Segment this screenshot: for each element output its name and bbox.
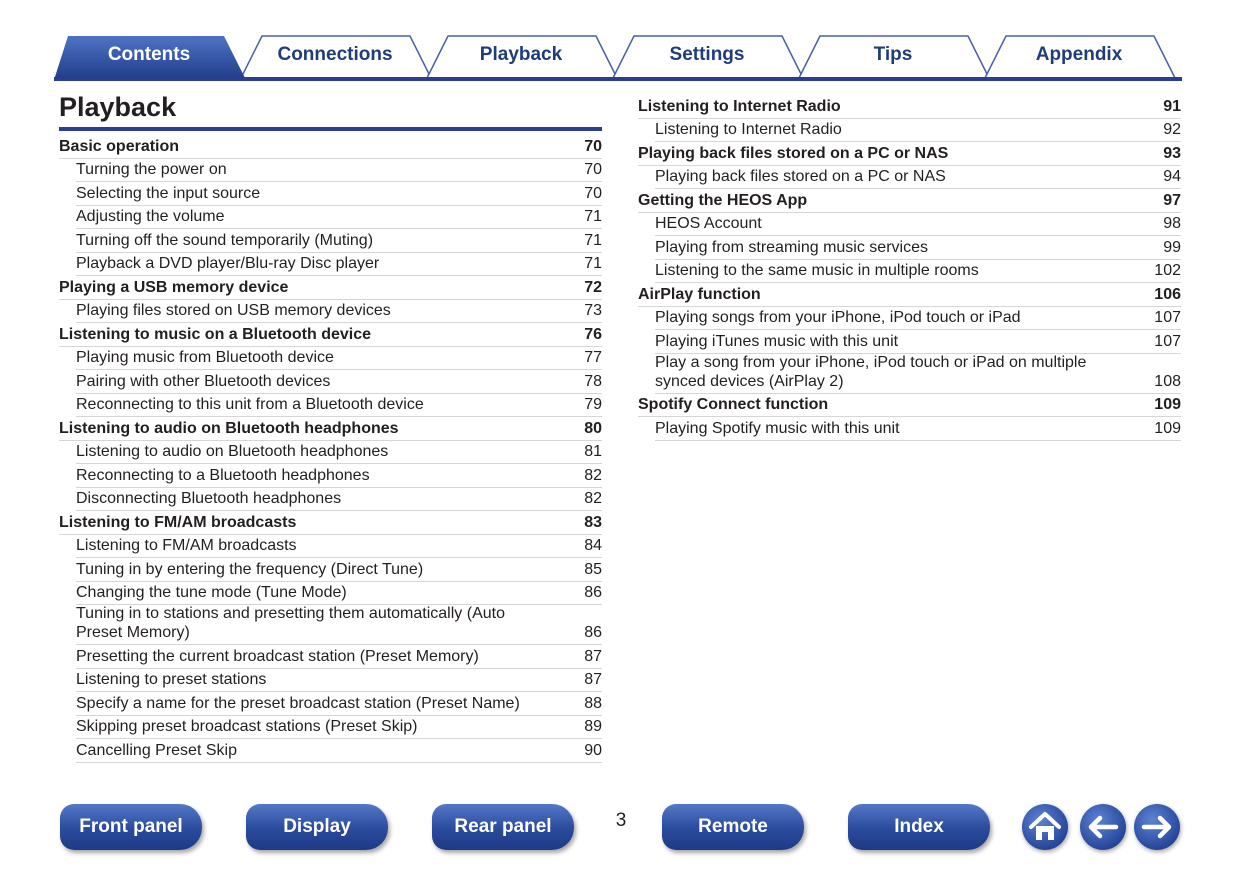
toc-entry-title[interactable]: Play a song from your iPhone, iPod touch or iPad on multiple synced devices (AirPlay 2) xyxy=(655,353,1087,390)
toc-item-row[interactable] xyxy=(76,229,602,253)
toc-entry-title[interactable]: Selecting the input source xyxy=(76,184,261,202)
arrow-right-icon xyxy=(1134,804,1180,850)
toc-entry-page[interactable]: 70 xyxy=(584,184,602,202)
toc-entry-title[interactable]: Playing from streaming music services xyxy=(655,238,928,256)
toc-entry-page[interactable]: 109 xyxy=(1154,419,1181,437)
toc-item-row[interactable] xyxy=(76,488,602,512)
toc-entry-title[interactable]: Spotify Connect function xyxy=(638,396,829,413)
toc-item-row[interactable] xyxy=(655,354,1181,394)
toc-item-row[interactable] xyxy=(76,347,602,371)
toc-entry-title[interactable]: Disconnecting Bluetooth headphones xyxy=(76,490,342,507)
toc-item-row[interactable] xyxy=(655,213,1181,237)
toc-entry-page[interactable]: 108 xyxy=(1154,372,1181,390)
toc-entry-title[interactable]: Listening to Internet Radio xyxy=(638,97,841,115)
page-number: 3 xyxy=(615,810,627,831)
index-button[interactable]: Index xyxy=(848,804,990,850)
toc-entry-title[interactable]: HEOS Account xyxy=(655,215,762,232)
toc-item-row[interactable] xyxy=(76,464,602,488)
toc-entry-page[interactable]: 71 xyxy=(584,255,602,272)
toc-right-column xyxy=(638,95,1181,441)
tab-tips[interactable]: Tips xyxy=(873,44,913,65)
toc-entry-title[interactable]: Listening to FM/AM broadcasts xyxy=(59,513,297,531)
tab-contents[interactable]: Contents xyxy=(107,44,191,65)
toc-item-row[interactable] xyxy=(76,394,602,418)
toc-entry-title[interactable]: Turning the power on xyxy=(76,161,227,178)
toc-section-row[interactable] xyxy=(638,142,1181,166)
toc-entry-page[interactable]: 107 xyxy=(1154,309,1181,326)
tab-appendix[interactable]: Appendix xyxy=(1035,44,1123,65)
toc-entry-page[interactable]: 98 xyxy=(1163,215,1181,232)
toc-entry-page[interactable]: 70 xyxy=(584,137,602,155)
toc-entry-title[interactable]: Turning off the sound temporarily (Muting) xyxy=(76,231,374,249)
toc-item-row[interactable] xyxy=(76,605,602,645)
arrow-left-icon xyxy=(1080,804,1126,850)
home-button[interactable] xyxy=(1022,804,1068,850)
toc-entry-title[interactable]: Playing Spotify music with this unit xyxy=(655,419,900,437)
toc-entry-title[interactable]: Playing iTunes music with this unit xyxy=(655,332,899,350)
toc-entry-title[interactable]: Specify a name for the preset broadcast station (Preset Name) xyxy=(76,694,520,712)
toc-item-row[interactable] xyxy=(655,166,1181,190)
title-divider xyxy=(59,127,602,131)
toc-entry-page[interactable]: 82 xyxy=(584,490,602,507)
toc-entry-page[interactable]: 87 xyxy=(584,647,602,665)
toc-entry-page[interactable]: 72 xyxy=(584,278,602,296)
toc-entry-page[interactable]: 90 xyxy=(584,741,602,759)
toc-left-column xyxy=(59,135,602,763)
toc-section-row[interactable] xyxy=(638,95,1181,119)
toc-entry-page[interactable]: 107 xyxy=(1154,332,1181,350)
toc-entry-page[interactable]: 71 xyxy=(584,231,602,249)
toc-entry-page[interactable]: 89 xyxy=(584,718,602,735)
toc-entry-page[interactable]: 78 xyxy=(584,372,602,390)
remote-button[interactable]: Remote xyxy=(662,804,804,850)
toc-entry-page[interactable]: 97 xyxy=(1163,191,1181,209)
toc-section-row[interactable] xyxy=(638,394,1181,418)
toc-entry-title[interactable]: Changing the tune mode (Tune Mode) xyxy=(76,584,347,601)
toc-item-row[interactable] xyxy=(76,582,602,606)
tab-bar xyxy=(54,34,1182,82)
toc-entry-page[interactable]: 106 xyxy=(1154,285,1181,303)
toc-item-row[interactable] xyxy=(76,739,602,763)
toc-entry-title[interactable]: Listening to FM/AM broadcasts xyxy=(76,537,297,554)
toc-item-row[interactable] xyxy=(76,300,602,324)
tab-connections[interactable]: Connections xyxy=(277,44,393,65)
toc-item-row[interactable] xyxy=(76,669,602,693)
tab-playback[interactable]: Playback xyxy=(479,44,563,65)
toc-entry-title[interactable]: Getting the HEOS App xyxy=(638,191,808,209)
toc-entry-page[interactable]: 81 xyxy=(584,443,602,460)
toc-section-row[interactable] xyxy=(59,417,602,441)
toc-entry-page[interactable]: 71 xyxy=(584,208,602,225)
toc-entry-title[interactable]: Listening to Internet Radio xyxy=(655,121,842,138)
toc-section-row[interactable] xyxy=(59,511,602,535)
tab-settings[interactable]: Settings xyxy=(669,44,745,65)
toc-item-row[interactable] xyxy=(76,716,602,740)
toc-item-row[interactable] xyxy=(655,119,1181,143)
page-title: Playback xyxy=(59,92,177,122)
toc-entry-title[interactable]: Listening to audio on Bluetooth headphones xyxy=(59,419,399,437)
toc-entry-page[interactable]: 86 xyxy=(584,624,602,641)
toc-entry-page[interactable]: 88 xyxy=(584,694,602,712)
toc-entry-page[interactable]: 73 xyxy=(584,302,602,319)
toc-item-row[interactable] xyxy=(655,260,1181,284)
toc-entry-title[interactable]: Listening to audio on Bluetooth headphones xyxy=(76,443,389,460)
toc-entry-page[interactable]: 83 xyxy=(584,513,602,531)
toc-entry-page[interactable]: 82 xyxy=(584,466,602,484)
toc-entry-title[interactable]: Listening to the same music in multiple rooms xyxy=(655,262,979,279)
toc-entry-title[interactable]: Pairing with other Bluetooth devices xyxy=(76,372,331,390)
toc-entry-page[interactable]: 93 xyxy=(1163,144,1181,162)
toc-item-row[interactable] xyxy=(655,307,1181,331)
front-panel-button[interactable]: Front panel xyxy=(60,804,202,850)
toc-entry-page[interactable]: 80 xyxy=(584,419,602,437)
toc-item-row[interactable] xyxy=(76,558,602,582)
toc-section-row[interactable] xyxy=(59,135,602,159)
toc-entry-title[interactable]: Tuning in by entering the frequency (Direct Tune) xyxy=(76,560,424,578)
toc-entry-title[interactable]: Playing songs from your iPhone, iPod touch or iPad xyxy=(655,309,1021,326)
toc-section-row[interactable] xyxy=(638,283,1181,307)
toc-entry-page[interactable]: 79 xyxy=(584,396,602,413)
toc-entry-title[interactable]: Playing back files stored on a PC or NAS xyxy=(655,168,946,185)
toc-entry-title[interactable]: Presetting the current broadcast station (Preset Memory) xyxy=(76,647,479,665)
toc-section-row[interactable] xyxy=(638,189,1181,213)
toc-item-row[interactable] xyxy=(76,535,602,559)
toc-entry-page[interactable]: 87 xyxy=(584,671,602,688)
rear-panel-button[interactable]: Rear panel xyxy=(432,804,574,850)
toc-entry-title[interactable]: Listening to music on a Bluetooth device xyxy=(59,325,372,343)
toc-entry-title[interactable]: Listening to preset stations xyxy=(76,671,267,688)
toc-entry-page[interactable]: 99 xyxy=(1163,238,1181,256)
toc-entry-title[interactable]: Reconnecting to this unit from a Bluetooth device xyxy=(76,396,424,413)
toc-entry-title[interactable]: Adjusting the volume xyxy=(76,208,225,225)
toc-entry-page[interactable]: 94 xyxy=(1163,168,1181,185)
toc-entry-page[interactable]: 85 xyxy=(584,560,602,578)
toc-entry-title[interactable]: Tuning in to stations and presetting them automatically (Auto Preset Memory) xyxy=(76,605,505,641)
toc-entry-title[interactable]: Playing files stored on USB memory devices xyxy=(76,302,391,319)
toc-entry-title[interactable]: Cancelling Preset Skip xyxy=(76,741,237,759)
back-button[interactable] xyxy=(1080,804,1126,850)
toc-item-row[interactable] xyxy=(655,417,1181,441)
toc-item-row[interactable] xyxy=(655,236,1181,260)
toc-entry-page[interactable]: 77 xyxy=(584,349,602,366)
toc-entry-page[interactable]: 70 xyxy=(584,161,602,178)
toc-section-row[interactable] xyxy=(59,276,602,300)
toc-item-row[interactable] xyxy=(76,206,602,230)
toc-item-row[interactable] xyxy=(76,645,602,669)
toc-entry-page[interactable]: 86 xyxy=(584,584,602,601)
toc-entry-page[interactable]: 76 xyxy=(584,325,602,343)
toc-entry-title[interactable]: Playback a DVD player/Blu-ray Disc player xyxy=(76,255,380,272)
toc-entry-title[interactable]: Playing a USB memory device xyxy=(59,278,289,296)
home-icon xyxy=(1022,804,1068,850)
toc-item-row[interactable] xyxy=(76,253,602,277)
toc-section-row[interactable] xyxy=(59,323,602,347)
toc-entry-page[interactable]: 109 xyxy=(1154,396,1181,413)
toc-item-row[interactable] xyxy=(655,330,1181,354)
toc-entry-title[interactable]: AirPlay function xyxy=(638,285,761,303)
toc-item-row[interactable] xyxy=(76,159,602,183)
toc-entry-title[interactable]: Playing music from Bluetooth device xyxy=(76,349,334,366)
toc-item-row[interactable] xyxy=(76,692,602,716)
forward-button[interactable] xyxy=(1134,804,1180,850)
toc-item-row[interactable] xyxy=(76,182,602,206)
toc-entry-page[interactable]: 92 xyxy=(1163,121,1181,138)
toc-entry-title[interactable]: Skipping preset broadcast stations (Preset Skip) xyxy=(76,718,418,735)
toc-item-row[interactable] xyxy=(76,370,602,394)
display-button[interactable]: Display xyxy=(246,804,388,850)
toc-item-row[interactable] xyxy=(76,441,602,465)
toc-entry-page[interactable]: 102 xyxy=(1154,262,1181,279)
toc-entry-title[interactable]: Reconnecting to a Bluetooth headphones xyxy=(76,466,370,484)
toc-entry-title[interactable]: Playing back files stored on a PC or NAS xyxy=(638,144,949,162)
toc-entry-title[interactable]: Basic operation xyxy=(59,137,180,155)
toc-entry-page[interactable]: 84 xyxy=(584,537,602,554)
tab-baseline xyxy=(54,77,1182,81)
toc-entry-page[interactable]: 91 xyxy=(1163,97,1181,115)
